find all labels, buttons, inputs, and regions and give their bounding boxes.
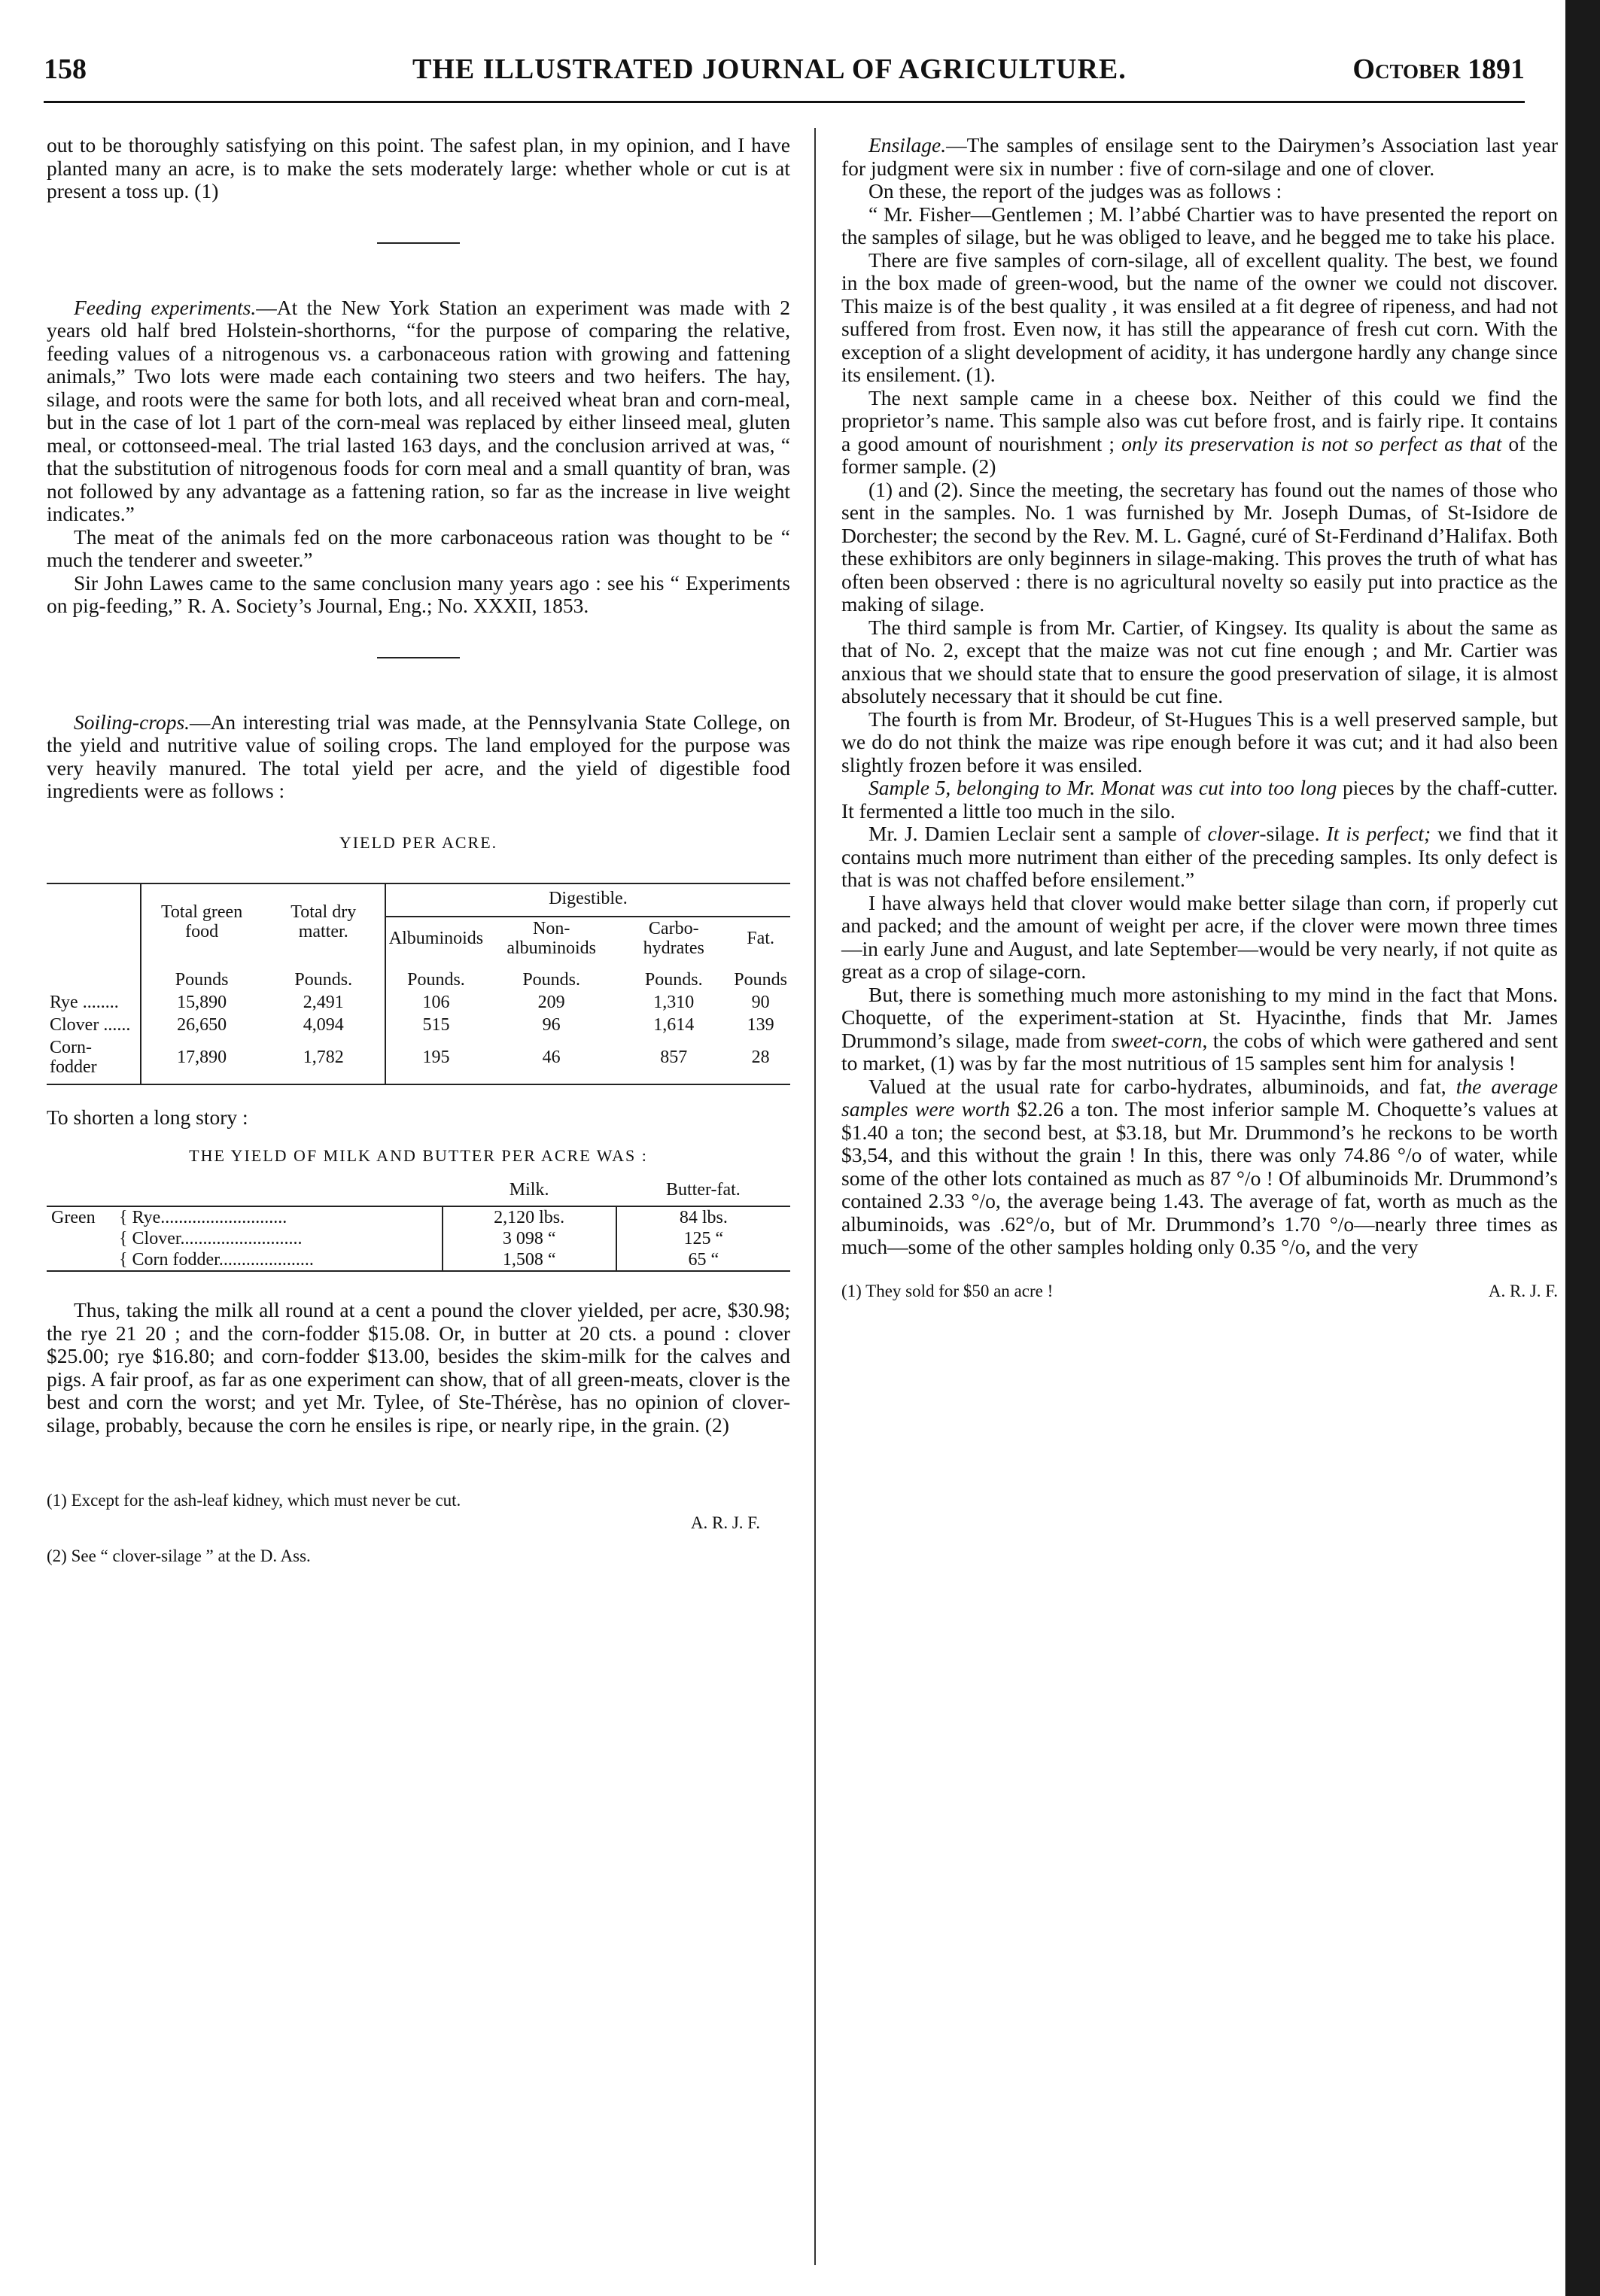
col-digestible: Digestible. <box>385 883 790 917</box>
yield-table <box>47 883 790 1085</box>
shorten-line: To shorten a long story : <box>47 1105 248 1129</box>
col-milk: Milk. <box>509 1180 549 1200</box>
third-sample-paragraph: The third sample is from Mr. Cartier, of Kingsey. Its quality is about the same as that of No. 2, except that the maize was not cut fine enough ; and Mr. Cartier was anxious that we should state that to ensure the good preservation of silage, it is almost absolutely necessary that it should be cut fine. <box>841 615 1558 707</box>
page-header <box>44 47 1525 99</box>
corn-silage-paragraph: There are five samples of corn-silage, all of excellent quality. The best, we found in the box made of green-wood, but the name of the owner we could not discover. This maize is of the best quality , it was ensiled at a fit degree of ripeness, and had not suffered from frost. Even now, it has still the appearance of fresh cut corn. With the exception of a slight development of acidity, it has undergone hardly any change since its ensilement. (1). <box>841 248 1558 386</box>
col-non-albuminoids: Non-albuminoids <box>506 919 597 958</box>
table-row: Rye ........ 15,890 2,491 106 209 1,310 90 <box>47 991 790 1014</box>
cheese-box-paragraph: The next sample came in a cheese box. Neither of this could we find the proprietor’s name. This sample also was cut before frost, and is fairly ripe. It contains a good amount of nourishment ; only its preservation is not so perfect as that of the former sample. (2) <box>841 385 1558 478</box>
soiling-heading: Soiling-crops. <box>74 710 190 734</box>
header-rule <box>44 101 1525 103</box>
fisher-paragraph: “ Mr. Fisher—Gentlemen ; M. l’abbé Chartier was to have presented the report on the samples of silage, but he was obliged to leave, and he begged me to take his place. <box>841 202 1558 248</box>
column-divider <box>814 128 816 2265</box>
table-row: Clover ...... 26,650 4,094 515 96 1,614 139 <box>47 1014 790 1036</box>
thus-paragraph: Thus, taking the milk all round at a cent a pound the clover yielded, per acre, $30.98; the rye 21 20 ; and the corn-fodder $15.08. Or, in butter at 20 cts. a pound : clover $25.00; rye $16.80; and corn-fodder $13.00, besides the skim-milk for the calves and pigs. A fair proof, as far as one experiment can show, that of all green-meats, clover is the best and corn the worst; and yet Mr. Tylee, of Ste-Thérèse, has no opinion of clover-silage, probably, because the corn he ensiles is ripe, or nearly ripe, in the grain. (2) <box>47 1298 790 1437</box>
judges-intro: On these, the report of the judges was as follows : <box>868 179 1282 202</box>
units-row: Pounds Pounds. Pounds. Pounds. Pounds. Pounds <box>47 959 790 991</box>
col-butter-fat: Butter-fat. <box>665 1180 741 1200</box>
right-column <box>841 134 1558 1303</box>
col-albuminoids: Albuminoids <box>388 929 484 948</box>
table-row: Green { Rye............................ 2,120 lbs. 84 lbs. <box>47 1206 790 1228</box>
potato-paragraph: out to be thoroughly satisfying on this point. The safest plan, in my opinion, and I have planted many an acre, is to make the sets moderately large: whether whole or cut is at present a toss up. (1) <box>47 133 790 202</box>
page-number: 158 <box>44 53 87 85</box>
milk-table <box>47 1179 790 1272</box>
table-row: Corn-fodder 17,890 1,782 195 46 857 28 <box>47 1036 790 1078</box>
section-separator <box>377 657 460 658</box>
valuation-paragraph: Valued at the usual rate for carbo-hydrates, albuminoids, and fat, the average samples were worth $2.26 a ton. The most inferior sample M. Choquette’s values at $1.40 a ton; the second best, at $3.18, but Mr. Drummond’s he reckons to be worth $3,54, and this without the grain ! In this, there was only 74.86 °/o of water, while some of the other lots contained as much as 87 °/o ! Of albuminoids Mr. Drummond’s contained 2.33 °/o, the average being 1.43. The average of fat, worth as much as the albuminoids, was .62°/o, but of Mr. Drummond’s 1.70 °/o—nearly three times as much—some of the other samples holding only 0.35 °/o, and the very <box>841 1074 1558 1258</box>
secretary-paragraph: (1) and (2). Since the meeting, the secretary has found out the names of those who sent in the samples. No. 1 was furnished by Mr. Joseph Dumas, of St-Isidore de Dorchester; the second by the Rev. M. L. Gagné, curé of St-Ferdinand d’Halifax. Both these exhibitors are only beginners in silage-making. This proves the truth of what has often been observed : there is no agricultural novelty so easily put into practice as the making of silage. <box>841 477 1558 616</box>
footnote-1: (1) Except for the ash-leaf kidney, which must never be cut. <box>47 1491 461 1510</box>
feeding-heading: Feeding experiments. <box>74 295 257 319</box>
scan-edge-band <box>1565 0 1600 2296</box>
meat-paragraph: The meat of the animals fed on the more carbonaceous ration was thought to be “ much the tenderer and sweeter.” <box>47 525 790 571</box>
choquette-paragraph: But, there is something much more astonishing to my mind in the fact that Mons. Choquette, of the experiment-station at St. Hyacinthe, finds that Mr. James Drummond’s silage, made from sweet-corn, the cobs of which were gathered and sent to market, (1) was by far the most nutritious of 15 samples sent him for analysis ! <box>841 982 1558 1075</box>
fifth-sample-paragraph: Sample 5, belonging to Mr. Monat was cut into too long pieces by the chaff-cutter. It fermented a little too much in the silo. <box>841 776 1558 823</box>
col-total-green: Total green food <box>160 902 243 941</box>
issue-date: October 1891 <box>1352 53 1525 85</box>
green-group-label: Green <box>51 1208 96 1227</box>
footnote-2: (2) See “ clover-silage ” at the D. Ass. <box>47 1546 311 1565</box>
clover-silage-paragraph: Mr. J. Damien Leclair sent a sample of clover-silage. It is perfect; we find that it contains much more nutriment than either of the preceding samples. Its only defect is that is was not chaffed before ensilement.” <box>841 822 1558 891</box>
footnote-signature: A. R. J. F. <box>690 1513 760 1532</box>
right-footnote <box>841 1280 1558 1303</box>
lawes-paragraph: Sir John Lawes came to the same conclusion many years ago : see his “ Experiments on pig-feeding,” R. A. Society’s Journal, Eng.; No. XXXII, 1853. <box>47 570 790 617</box>
ensilage-paragraph: Ensilage.—The samples of ensilage sent to the Dairymen’s Association last year for judgment were six in number : five of corn-silage and one of clover. <box>841 133 1558 180</box>
journal-title: THE ILLUSTRATED JOURNAL OF AGRICULTURE. <box>412 53 1127 85</box>
clover-opinion-paragraph: I have always held that clover would make better silage than corn, if properly cut and packed; and the amount of weight per acre, if the clover were mown three times—in early June and August, and late September—would be very nearly, if not quite as great as a crop of silage-corn. <box>841 890 1558 983</box>
section-separator <box>377 242 460 244</box>
feeding-paragraph: Feeding experiments.—At the New York Station an experiment was made with 2 years old half bred Holstein-shorthorns, “for the purpose of comparing the relative, feeding values of a nitrogenous vs. a carbonaceous ration with growing and fattening animals,” Two lots were made each containing two steers and two heifers. The hay, silage, and roots were the same for both lots, and all received wheat bran and corn-meal, but in the case of lot 1 part of the corn-meal was replaced by either linseed meal, gluten meal, or cottonseed-meal. The trial lasted 163 days, and the conclusion arrived at was, “ that the substitution of nitrogenous foods for corn meal and a small quantity of bran, was not followed by any advantage as a fattening ration, so far as the increase in live weight indicates.” <box>47 295 790 525</box>
col-carbohydrates: Carbo-hydrates <box>643 919 704 958</box>
left-footnotes <box>47 1489 790 1568</box>
soiling-paragraph: Soiling-crops.—An interesting trial was made, at the Pennsylvania State College, on the yield and nutritive value of soiling crops. The land employed for the purpose was very heavily manured. The total yield per acre, and the yield of digestible food ingredients were as follows : <box>47 710 790 802</box>
milk-table-title: THE YIELD OF MILK AND BUTTER PER ACRE WAS : <box>189 1145 648 1165</box>
col-total-dry: Total dry matter. <box>263 883 385 959</box>
footnote-text: (1) They sold for $50 an acre ! <box>841 1281 1054 1300</box>
fourth-sample-paragraph: The fourth is from Mr. Brodeur, of St-Hugues This is a well preserved sample, but we do do not think the maize was ripe enough before it was cut; and it had also been slightly frozen before it was ensiled. <box>841 707 1558 777</box>
table-row: { Corn fodder..................... 1,508 “ 65 “ <box>47 1249 790 1271</box>
table-row: { Clover........................... 3 098 “ 125 “ <box>47 1228 790 1249</box>
left-column <box>47 134 790 1568</box>
yield-table-title: YIELD PER ACRE. <box>339 832 498 852</box>
ensilage-heading: Ensilage. <box>868 133 947 157</box>
footnote-signature: A. R. J. F. <box>1488 1281 1558 1300</box>
col-fat: Fat. <box>747 929 774 948</box>
